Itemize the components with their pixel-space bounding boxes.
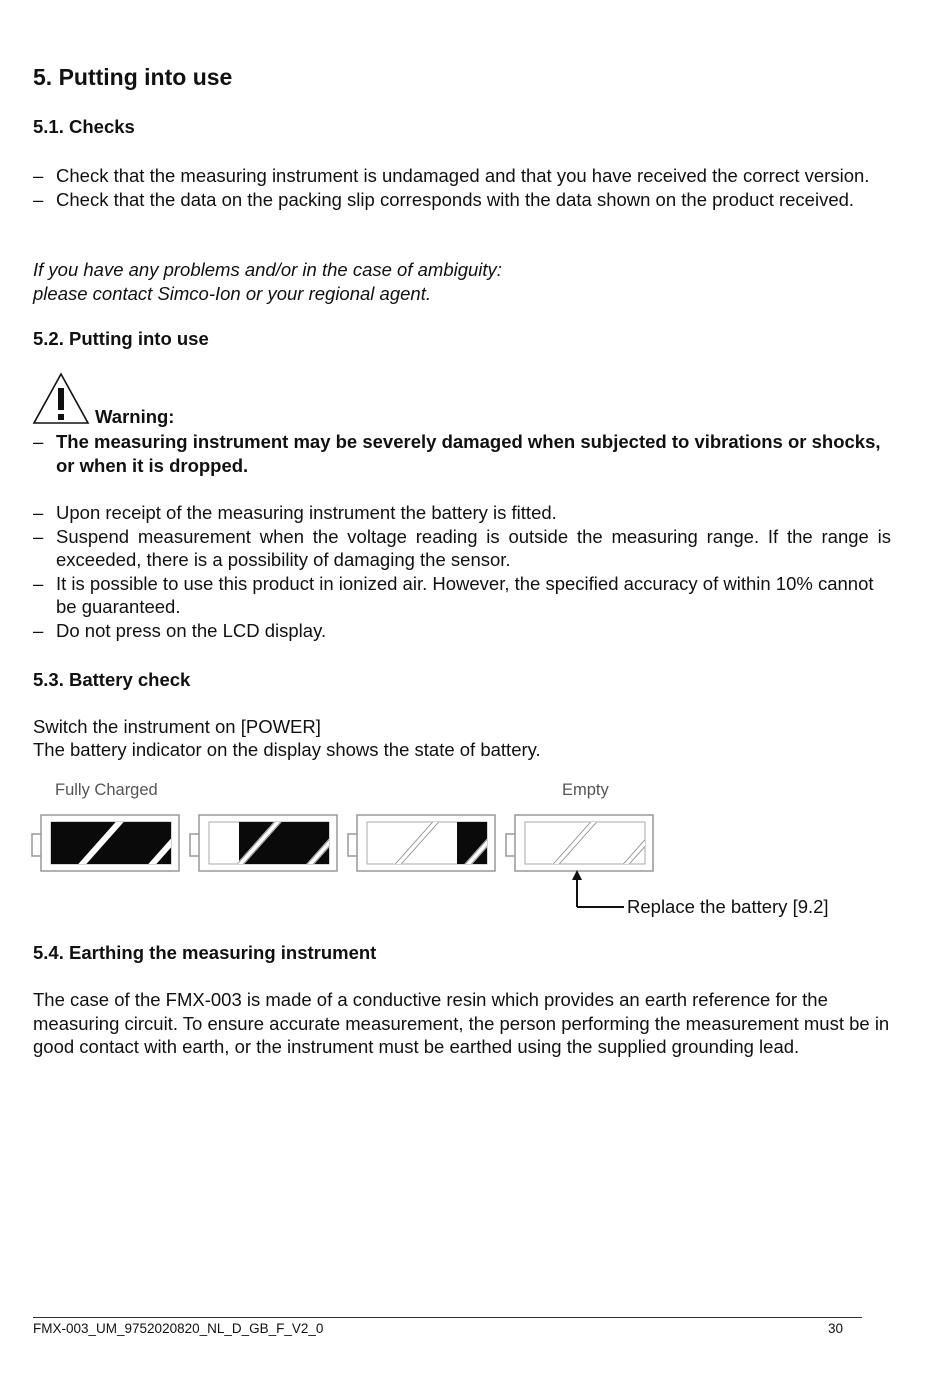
battery-check-line2: The battery indicator on the display shows the state of battery.	[33, 739, 541, 760]
replace-battery-note: Replace the battery [9.2]	[627, 896, 829, 917]
footer-divider	[33, 1317, 862, 1318]
battery-icon	[506, 815, 660, 871]
list-item: – Suspend measurement when the voltage reading is outside the measuring range. If the range is exceeded, there is a possibility of damaging the sensor.	[33, 525, 891, 570]
battery-icon	[190, 815, 356, 871]
checks-heading: 5.1. Checks	[33, 116, 135, 137]
list-item: – Upon receipt of the measuring instrument the battery is fitted.	[33, 502, 557, 523]
battery-indicator-diagram	[30, 812, 660, 878]
putting-into-use-list	[33, 501, 891, 642]
battery-check-heading: 5.3. Battery check	[33, 669, 191, 690]
footer-doc-id: FMX-003_UM_9752020820_NL_D_GB_F_V2_0	[33, 1321, 324, 1336]
list-item: – It is possible to use this product in ionized air. However, the specified accuracy of within 10% cannot be guaranteed.	[33, 572, 874, 617]
empty-label: Empty	[562, 781, 609, 799]
list-item: – Do not press on the LCD display.	[33, 619, 327, 641]
fully-charged-label: Fully Charged	[55, 781, 158, 799]
list-item: – The measuring instrument may be severely damaged when subjected to vibrations or shocks, or when it is dropped.	[33, 431, 881, 476]
battery-check-line1: Switch the instrument on [POWER]	[33, 716, 321, 737]
list-item: – Check that the measuring instrument is undamaged and that you have received the correct version.	[33, 165, 870, 186]
warning-label: Warning:	[95, 406, 175, 427]
warning-list	[33, 430, 891, 477]
replace-arrow-icon	[568, 868, 628, 914]
checks-note-line2: please contact Simco-Ion or your regional agent.	[33, 283, 431, 304]
earthing-heading: 5.4. Earthing the measuring instrument	[33, 942, 377, 963]
putting-into-use-heading: 5.2. Putting into use	[33, 328, 209, 349]
checks-list	[33, 164, 891, 211]
battery-icon	[348, 815, 514, 871]
list-item: – Check that the data on the packing slip corresponds with the data shown on the product received.	[33, 188, 855, 210]
warning-triangle-icon	[32, 372, 90, 426]
section-title: 5. Putting into use	[33, 64, 233, 90]
battery-icon	[32, 815, 195, 871]
earthing-text: The case of the FMX-003 is made of a conductive resin which provides an earth reference for the measuring circuit. To ensure accurate measurement, the person performing the measurement must be in good contact with earth, or the instrument must be earthed using the supplied grounding lead.	[33, 989, 890, 1057]
page-number: 30	[828, 1321, 844, 1336]
checks-note-line1: If you have any problems and/or in the case of ambiguity:	[33, 259, 502, 280]
